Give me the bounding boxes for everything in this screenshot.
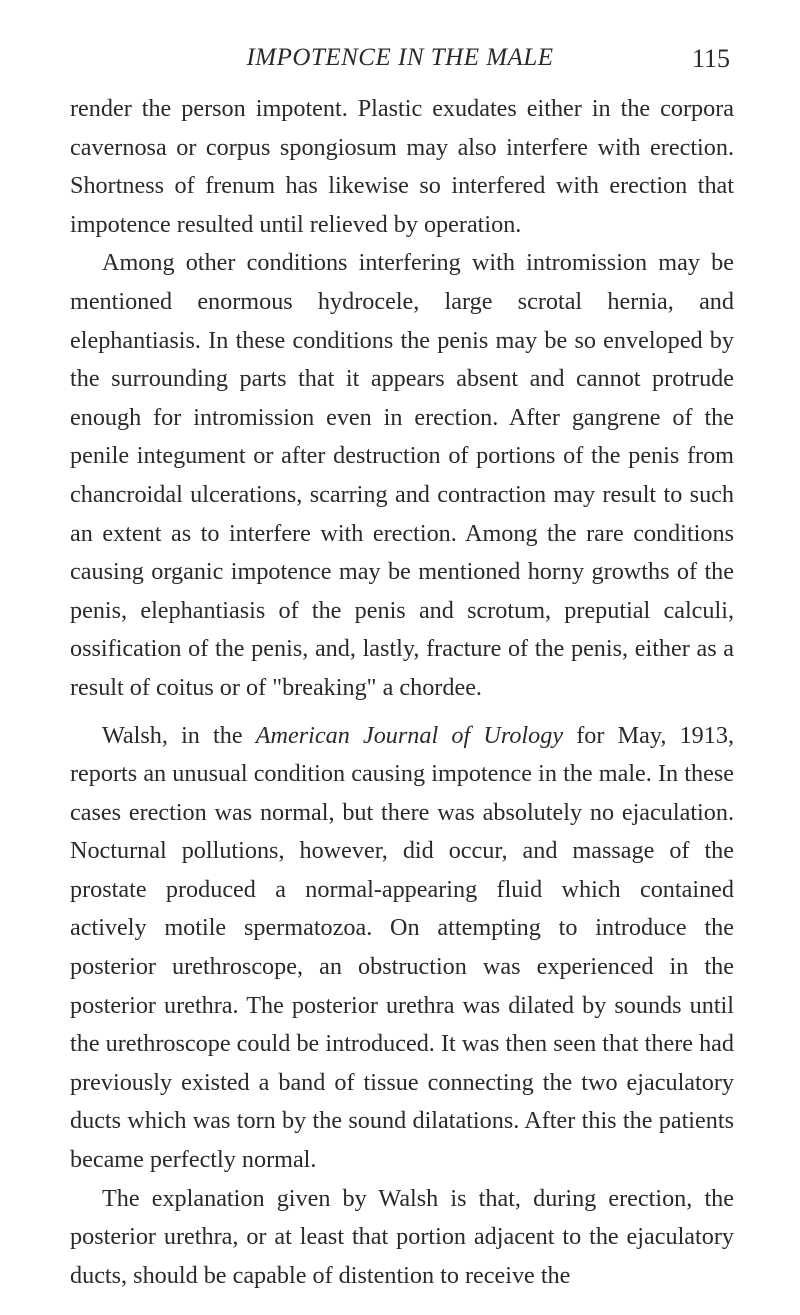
page-number: 115 xyxy=(691,44,730,73)
running-title: IMPOTENCE IN THE MALE xyxy=(246,44,554,71)
paragraph-text: Walsh, in the xyxy=(102,721,256,749)
body-text xyxy=(70,90,734,1295)
running-head xyxy=(70,44,730,84)
journal-title: American Journal of Urology xyxy=(255,721,564,749)
paragraph: Among other conditions interfering with intromission may be mentioned enormous hydrocele, large scrotal hernia, and elephantiasis. In these conditions the penis may be so enveloped by the surrounding parts that it appears absent and cannot protrude enough for intromission even in erection. After gangrene of the penile integument or after destruction of portions of the penis from chancroidal ulcerations, scarring and contraction may result to such an extent as to interfere with erection. Among the rare conditions causing organic impotence may be mentioned horny growths of the penis, elephantiasis of the penis and scrotum, preputial calculi, ossification of the penis, and, lastly, fracture of the penis, either as a result of coitus or of "breaking" a chordee. xyxy=(70,249,734,701)
paragraph: The explanation given by Walsh is that, during erection, the posterior urethra, or at least that portion adjacent to the ejaculatory ducts, should be capable of distention to receive the xyxy=(70,1184,734,1289)
paragraph: render the person impotent. Plastic exudates either in the corpora cavernosa or corpus spongiosum may also interfere with erection. Shortness of frenum has likewise so interfered with erection that impotence resulted until relieved by operation. xyxy=(70,95,734,238)
paragraph-text: for May, 1913, reports an unusual condition causing impotence in the male. In these cases erection was normal, but there was absolutely no ejaculation. Nocturnal pollutions, however, did occur, and massage of the prostate produced a normal-appearing fluid which contained actively motile spermatozoa. On attempting to introduce the posterior urethroscope, an obstruction was experienced in the posterior urethra. The posterior urethra was dilated by sounds until the urethroscope could be introduced. It was then seen that there had previously existed a band of tissue connecting the two ejaculatory ducts which was torn by the sound dilatations. After this the patients became perfectly normal. xyxy=(70,721,735,1174)
paragraph xyxy=(70,717,734,1180)
